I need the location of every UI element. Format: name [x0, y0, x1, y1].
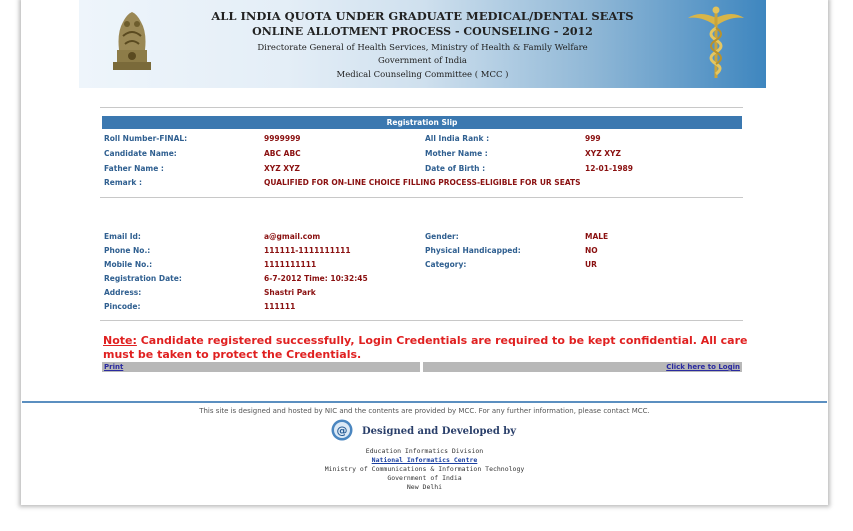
physical-handicapped-label: Physical Handicapped: — [425, 246, 521, 255]
physical-handicapped-value: NO — [585, 246, 598, 255]
divider — [100, 320, 743, 321]
header-org-line3: Medical Counseling Committee ( MCC ) — [336, 70, 509, 80]
login-link[interactable]: Click here to Login — [666, 363, 740, 371]
pincode-label: Pincode: — [104, 302, 141, 311]
remark-value: QUALIFIED FOR ON-LINE CHOICE FILLING PROCESS-ELIGIBLE FOR UR SEATS — [264, 178, 581, 187]
nic-logo-icon — [331, 419, 353, 441]
designed-by-heading: Designed and Developed by — [362, 426, 517, 437]
date-of-birth-label: Date of Birth : — [425, 164, 486, 173]
divider — [100, 197, 743, 198]
father-name-value: XYZ XYZ — [264, 164, 300, 173]
category-label: Category: — [425, 260, 467, 269]
footer-disclaimer: This site is designed and hosted by NIC and the contents are provided by MCC. For any further information, please contact MCC. — [199, 407, 650, 415]
footer-city: New Delhi — [406, 483, 443, 491]
registration-date-label: Registration Date: — [104, 274, 182, 283]
caduceus-icon — [686, 4, 746, 82]
remark-label: Remark : — [104, 178, 143, 187]
gender-value: MALE — [585, 232, 609, 241]
action-bar-separator — [420, 362, 423, 372]
address-value: Shastri Park — [264, 288, 316, 297]
phone-label: Phone No.: — [104, 246, 151, 255]
all-india-rank-value: 999 — [585, 134, 601, 143]
address-label: Address: — [104, 288, 142, 297]
header-org-line2: Government of India — [378, 56, 467, 66]
note-label: Note: — [103, 334, 137, 347]
action-bar — [102, 362, 742, 372]
header-title-line2: ONLINE ALLOTMENT PROCESS - COUNSELING - 2012 — [252, 25, 593, 38]
mobile-label: Mobile No.: — [104, 260, 153, 269]
print-link[interactable]: Print — [104, 363, 124, 371]
email-label: Email Id: — [104, 232, 141, 241]
header-banner — [79, 0, 766, 88]
candidate-name-label: Candidate Name: — [104, 149, 177, 158]
nic-link[interactable]: National Informatics Centre — [371, 456, 478, 464]
email-value: a@gmail.com — [264, 232, 321, 241]
divider — [100, 107, 743, 108]
confidentiality-note — [103, 334, 753, 361]
note-text: Candidate registered successfully, Login Credentials are required to be kept confidential. All care must be taken to protect the Credentials. — [103, 334, 748, 361]
candidate-name-value: ABC ABC — [264, 149, 301, 158]
registration-date-value: 6-7-2012 Time: 10:32:45 — [264, 274, 368, 283]
all-india-rank-label: All India Rank : — [425, 134, 490, 143]
footer-ministry: Ministry of Communications & Information Technology — [324, 465, 525, 473]
mother-name-label: Mother Name : — [425, 149, 488, 158]
header-title-line1: ALL INDIA QUOTA UNDER GRADUATE MEDICAL/DENTAL SEATS — [211, 9, 634, 23]
pincode-value: 111111 — [264, 302, 296, 311]
roll-number-value: 9999999 — [264, 134, 301, 143]
mother-name-value: XYZ XYZ — [585, 149, 621, 158]
category-value: UR — [585, 260, 597, 269]
header-org-line1: Directorate General of Health Services, Ministry of Health & Family Welfare — [257, 43, 588, 53]
roll-number-label: Roll Number-FINAL: — [104, 134, 188, 143]
gender-label: Gender: — [425, 232, 459, 241]
date-of-birth-value: 12-01-1989 — [585, 164, 633, 173]
footer-divider — [22, 401, 827, 403]
svg-text:@: @ — [336, 424, 348, 437]
phone-value: 111111-1111111111 — [264, 246, 351, 255]
footer-government: Government of India — [387, 474, 462, 482]
registration-slip-heading: Registration Slip — [102, 116, 742, 129]
father-name-label: Father Name : — [104, 164, 164, 173]
mobile-value: 1111111111 — [264, 260, 317, 269]
footer-division: Education Informatics Division — [365, 447, 484, 455]
